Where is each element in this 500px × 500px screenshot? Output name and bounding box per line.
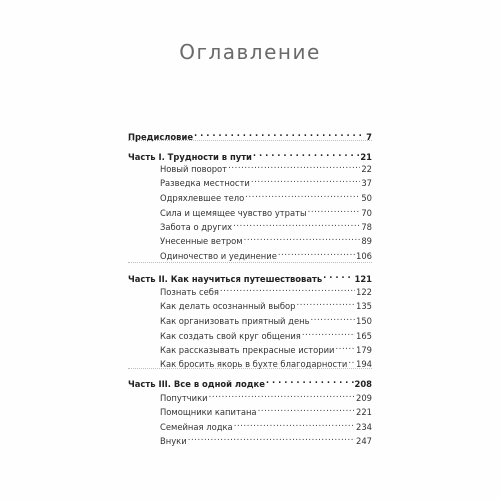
toc-entry-chapter[interactable] [160,281,372,295]
toc-entry-chapter[interactable] [160,325,372,339]
toc-entry-chapter[interactable] [160,353,372,367]
toc-leader-dots [233,216,360,230]
toc-leader-dots [251,172,360,186]
toc-entry-page: 150 [356,316,372,326]
toc-entry-page: 122 [356,287,372,297]
toc-entry-page: 194 [356,359,372,369]
toc-entry-page: 209 [356,393,372,403]
toc-entry-chapter[interactable] [160,416,372,430]
toc-leader-dots [194,126,365,140]
toc-entry-chapter[interactable] [160,401,372,415]
toc-entry-label: Предисловие [128,132,194,142]
toc-entry-page: 106 [356,251,372,261]
toc-entry-page: 37 [361,178,372,188]
toc-leader-dots [308,202,361,216]
toc-leader-dots [228,158,360,172]
toc-leader-dots [311,310,355,324]
toc-entry-label: Одиночество и уединение [160,251,277,261]
toc-leader-dots [245,187,360,201]
toc-entry-chapter[interactable] [160,387,372,401]
toc-entry-page: 89 [361,236,372,246]
toc-entry-label: Как бросить якорь в бухте благодарности [160,359,348,369]
toc-leader-dots [335,339,355,353]
toc-entry-label: Познать себя [160,287,219,297]
toc-entry-chapter[interactable] [160,230,372,244]
toc-entry-label: Часть I. Трудности в пути [128,152,252,162]
toc-entry-page: 165 [356,331,372,341]
toc-leader-dots [234,416,355,430]
toc-entry-label: Унесенные ветром [160,236,243,246]
toc-entry-page: 22 [361,164,372,174]
toc-leader-dots [296,295,355,309]
toc-entry-label: Забота о других [160,222,233,232]
toc-entry-page: 179 [356,345,372,355]
toc-leader-dots [302,325,355,339]
page-title: Оглавление [179,40,321,64]
toc-entry-chapter[interactable] [160,172,372,186]
toc-entry-page: 208 [354,379,372,389]
toc-entry-chapter[interactable] [160,295,372,309]
toc-entry-page: 247 [356,436,372,446]
toc-entry-label: Новый поворот [160,164,228,174]
toc-entry-label: Сила и щемящее чувство утраты [160,208,307,218]
toc-leader-dots [220,281,355,295]
toc-entry-page: 7 [366,132,372,142]
toc-entry-label: Как организовать приятный день [160,316,310,326]
toc-entry-page: 234 [356,422,372,432]
toc-entry-label: Как рассказывать прекрасные истории [160,345,335,355]
toc-leader-dots [323,268,353,282]
toc-entry-chapter[interactable] [160,310,372,324]
toc-entry-page: 121 [354,274,372,284]
toc-leader-dots [209,387,355,401]
toc-entry-label: Помощники капитана [160,407,257,417]
toc-entry-page: 221 [356,407,372,417]
toc-leader-dots [244,230,361,244]
toc-entry-label: Часть III. Все в одной лодке [128,379,265,389]
toc-entry-chapter[interactable] [160,202,372,216]
toc-leader-dots [348,353,355,367]
toc-entry-label: Внуки [160,436,187,446]
toc-leader-dots [258,401,355,415]
toc-leader-dots [278,245,355,259]
toc-entry-part-2[interactable] [128,268,372,282]
toc-entry-chapter[interactable] [160,216,372,230]
toc-entry-chapter[interactable] [160,158,372,172]
toc-entry-page: 135 [356,301,372,311]
toc-entry-label: Разведка местности [160,178,250,188]
toc-entry-part-3[interactable] [128,373,372,387]
toc-entry-chapter[interactable] [160,187,372,201]
toc-entry-page: 78 [361,222,372,232]
toc-entry-label: Одряхлевшее тело [160,193,245,203]
toc-leader-dots [266,373,354,387]
toc-entry-preface[interactable] [128,126,372,140]
toc-entry-label: Как создать свой круг общения [160,331,301,341]
toc-entry-page: 21 [360,152,372,162]
toc-entry-label: Часть II. Как научиться путешествовать [128,274,323,284]
toc-leader-dots [188,430,355,444]
toc-entry-page: 50 [361,193,372,203]
toc-entry-chapter[interactable] [160,339,372,353]
toc-entry-label: Попутчики [160,393,208,403]
toc-entry-page: 70 [361,208,372,218]
toc-entry-chapter[interactable] [160,245,372,259]
toc-entry-label: Как делать осознанный выбор [160,301,296,311]
toc-entry-label: Семейная лодка [160,422,233,432]
toc-entry-chapter[interactable] [160,430,372,444]
